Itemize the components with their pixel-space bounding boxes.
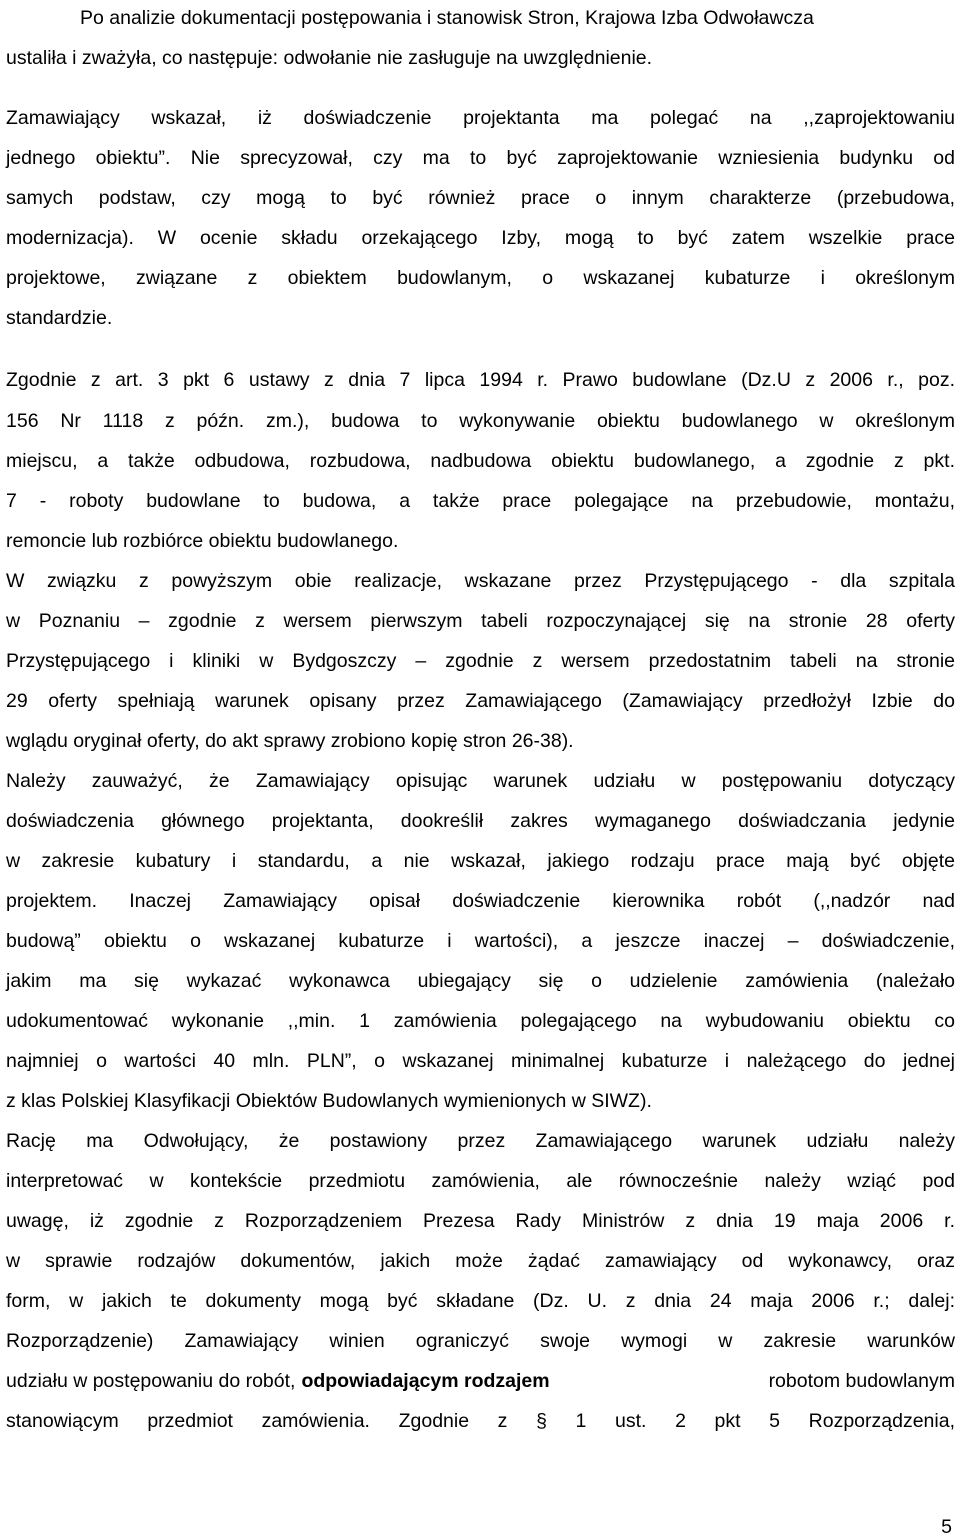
text-line: stanowiącym przedmiot zamówienia. Zgodnie z § 1 ust. 2 pkt 5 Rozporządzenia,: [6, 1410, 955, 1432]
text-segment: robotom budowlanym: [768, 1370, 955, 1392]
text-line: Rację ma Odwołujący, że postawiony przez Zamawiającego warunek udziału należy: [6, 1130, 955, 1152]
text-line: miejscu, a także odbudowa, rozbudowa, nadbudowa obiektu budowlanego, a zgodnie z pkt.: [6, 450, 955, 472]
text-line: doświadczenia głównego projektanta, dookreślił zakres wymaganego doświadczania jedynie: [6, 810, 955, 832]
text-line: udokumentować wykonanie ,,min. 1 zamówienia polegającego na wybudowaniu obiektu co: [6, 1010, 955, 1032]
text-line: 156 Nr 1118 z późn. zm.), budowa to wykonywanie obiektu budowlanego w określonym: [6, 410, 955, 432]
text-line: w sprawie rodzajów dokumentów, jakich może żądać zamawiający od wykonawcy, oraz: [6, 1250, 955, 1272]
text-line: ustaliła i zważyła, co następuje: odwołanie nie zasługuje na uwzględnienie.: [6, 47, 653, 69]
text-line: Należy zauważyć, że Zamawiający opisując warunek udziału w postępowaniu dotyczący: [6, 770, 955, 792]
text-line: samych podstaw, czy mogą to być również prace o innym charakterze (przebudowa,: [6, 187, 955, 209]
text-line: z klas Polskiej Klasyfikacji Obiektów Budowlanych wymienionych w SIWZ).: [6, 1090, 652, 1112]
text-segment: udziału w postępowaniu do robót,: [6, 1370, 296, 1392]
text-line: interpretować w kontekście przedmiotu zamówienia, ale równocześnie należy wziąć pod: [6, 1170, 955, 1192]
text-line: Zamawiający wskazał, iż doświadczenie projektanta ma polegać na ,,zaprojektowaniu: [6, 107, 955, 129]
text-line: W związku z powyższym obie realizacje, wskazane przez Przystępującego - dla szpitala: [6, 570, 955, 592]
bold-phrase: odpowiadającym rodzajem: [301, 1370, 550, 1392]
text-line: 29 oferty spełniają warunek opisany przez Zamawiającego (Zamawiający przedłożył Izbie do: [6, 690, 955, 712]
text-line: wglądu oryginał oferty, do akt sprawy zrobiono kopię stron 26-38).: [6, 730, 574, 752]
text-line: Zgodnie z art. 3 pkt 6 ustawy z dnia 7 lipca 1994 r. Prawo budowlane (Dz.U z 2006 r., poz.: [6, 369, 955, 391]
text-group: [6, 1368, 550, 1394]
text-line: modernizacja). W ocenie składu orzekającego Izby, mogą to być zatem wszelkie prace: [6, 227, 955, 249]
text-line: 7 - roboty budowlane to budowa, a także prace polegające na przebudowie, montażu,: [6, 490, 955, 512]
text-line: remoncie lub rozbiórce obiektu budowlanego.: [6, 530, 399, 552]
page-number: 5: [941, 1516, 952, 1538]
text-line: w Poznaniu – zgodnie z wersem pierwszym tabeli rozpoczynającej się na stronie 28 oferty: [6, 610, 955, 632]
text-line: najmniej o wartości 40 mln. PLN”, o wskazanej minimalnej kubaturze i należącego do jednej: [6, 1050, 955, 1072]
text-line: Rozporządzenie) Zamawiający winien ograniczyć swoje wymogi w zakresie warunków: [6, 1330, 955, 1352]
text-line: form, w jakich te dokumenty mogą być składane (Dz. U. z dnia 24 maja 2006 r.; dalej:: [6, 1290, 955, 1312]
text-line: uwagę, iż zgodnie z Rozporządzeniem Prezesa Rady Ministrów z dnia 19 maja 2006 r.: [6, 1210, 955, 1232]
text-line: projektem. Inaczej Zamawiający opisał doświadczenie kierownika robót (,,nadzór nad: [6, 890, 955, 912]
text-line: budową” obiektu o wskazanej kubaturze i wartości), a jeszcze inaczej – doświadczenie,: [6, 930, 955, 952]
text-line: jednego obiektu”. Nie sprecyzował, czy ma to być zaprojektowanie wzniesienia budynku od: [6, 147, 955, 169]
text-line: w zakresie kubatury i standardu, a nie wskazał, jakiego rodzaju prace mają być objęte: [6, 850, 955, 872]
text-line: standardzie.: [6, 307, 113, 329]
text-line: jakim ma się wykazać wykonawca ubiegający się o udzielenie zamówienia (należało: [6, 970, 955, 992]
text-line-with-bold: [6, 1368, 955, 1394]
text-line: projektowe, związane z obiektem budowlanym, o wskazanej kubaturze i określonym: [6, 267, 955, 289]
text-line: Przystępującego i kliniki w Bydgoszczy – zgodnie z wersem przedostatnim tabeli na stronie: [6, 650, 955, 672]
text-line: Po analizie dokumentacji postępowania i stanowisk Stron, Krajowa Izba Odwoławcza: [80, 7, 814, 29]
